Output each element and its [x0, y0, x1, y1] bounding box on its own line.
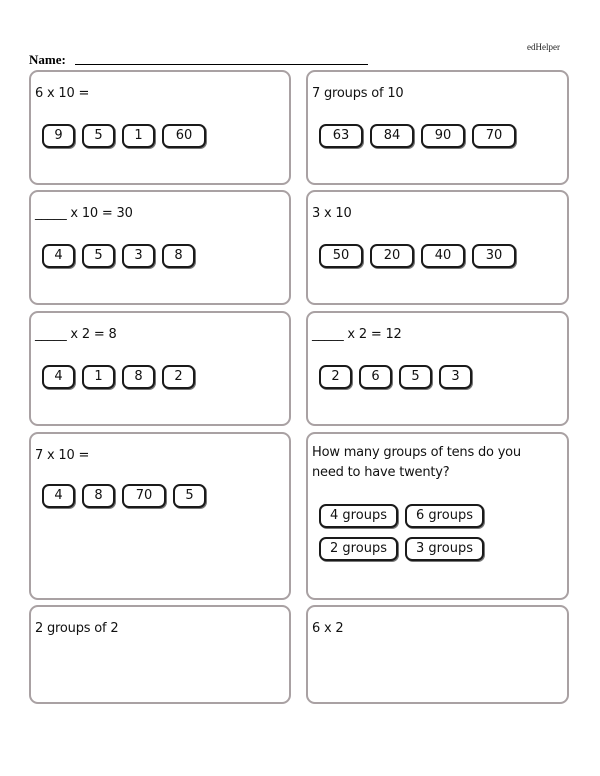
- question-prompt: _____ x 2 = 8: [35, 327, 117, 342]
- answer-option[interactable]: 6: [359, 365, 392, 389]
- answer-option[interactable]: 3: [122, 244, 155, 268]
- question-prompt: 7 groups of 10: [312, 86, 404, 101]
- answer-option[interactable]: 2: [319, 365, 352, 389]
- answer-option[interactable]: 1: [122, 124, 155, 148]
- answer-option[interactable]: 3 groups: [405, 537, 484, 561]
- answer-options: [42, 124, 206, 148]
- question-prompt: 7 x 10 =: [35, 448, 90, 463]
- answer-option[interactable]: 4: [42, 244, 75, 268]
- answer-option[interactable]: 30: [472, 244, 516, 268]
- question-prompt: 3 x 10: [312, 206, 352, 221]
- answer-option[interactable]: 5: [399, 365, 432, 389]
- answer-option[interactable]: 4 groups: [319, 504, 398, 528]
- answer-option[interactable]: 70: [122, 484, 166, 508]
- question-card-5: [29, 311, 291, 426]
- answer-option[interactable]: 50: [319, 244, 363, 268]
- answer-option[interactable]: 5: [82, 244, 115, 268]
- answer-option[interactable]: 2 groups: [319, 537, 398, 561]
- question-card-8: [306, 432, 569, 600]
- answer-option[interactable]: 2: [162, 365, 195, 389]
- answer-options-row-2: [319, 537, 484, 561]
- answer-option[interactable]: 9: [42, 124, 75, 148]
- answer-options: [42, 365, 195, 389]
- brand-label: edHelper: [527, 42, 560, 52]
- question-card-1: [29, 70, 291, 185]
- answer-option[interactable]: 5: [82, 124, 115, 148]
- answer-option[interactable]: 4: [42, 484, 75, 508]
- name-input-line[interactable]: [75, 64, 368, 65]
- answer-option[interactable]: 6 groups: [405, 504, 484, 528]
- question-card-4: [306, 190, 569, 305]
- answer-option[interactable]: 3: [439, 365, 472, 389]
- question-prompt-line-2: need to have twenty?: [312, 465, 450, 480]
- question-card-10: [306, 605, 569, 704]
- question-card-3: [29, 190, 291, 305]
- question-prompt: [312, 443, 521, 483]
- answer-option[interactable]: 63: [319, 124, 363, 148]
- answer-option[interactable]: 90: [421, 124, 465, 148]
- answer-options: [319, 244, 516, 268]
- question-prompt: _____ x 2 = 12: [312, 327, 402, 342]
- answer-option[interactable]: 4: [42, 365, 75, 389]
- question-prompt: 2 groups of 2: [35, 621, 119, 636]
- question-prompt: 6 x 10 =: [35, 86, 90, 101]
- answer-option[interactable]: 60: [162, 124, 206, 148]
- question-prompt-line-1: How many groups of tens do you: [312, 445, 521, 460]
- question-card-2: [306, 70, 569, 185]
- question-prompt: _____ x 10 = 30: [35, 206, 133, 221]
- answer-option[interactable]: 84: [370, 124, 414, 148]
- answer-option[interactable]: 1: [82, 365, 115, 389]
- answer-option[interactable]: 20: [370, 244, 414, 268]
- answer-options: [319, 365, 472, 389]
- answer-options-row-1: [319, 504, 484, 528]
- answer-option[interactable]: 5: [173, 484, 206, 508]
- answer-option[interactable]: 8: [122, 365, 155, 389]
- answer-option[interactable]: 70: [472, 124, 516, 148]
- name-label: Name:: [29, 52, 66, 67]
- question-prompt: 6 x 2: [312, 621, 344, 636]
- question-card-9: [29, 605, 291, 704]
- answer-option[interactable]: 8: [162, 244, 195, 268]
- answer-option[interactable]: 40: [421, 244, 465, 268]
- question-card-7: [29, 432, 291, 600]
- answer-options: [319, 124, 516, 148]
- answer-options: [42, 244, 195, 268]
- answer-option[interactable]: 8: [82, 484, 115, 508]
- question-card-6: [306, 311, 569, 426]
- answer-options: [42, 484, 206, 508]
